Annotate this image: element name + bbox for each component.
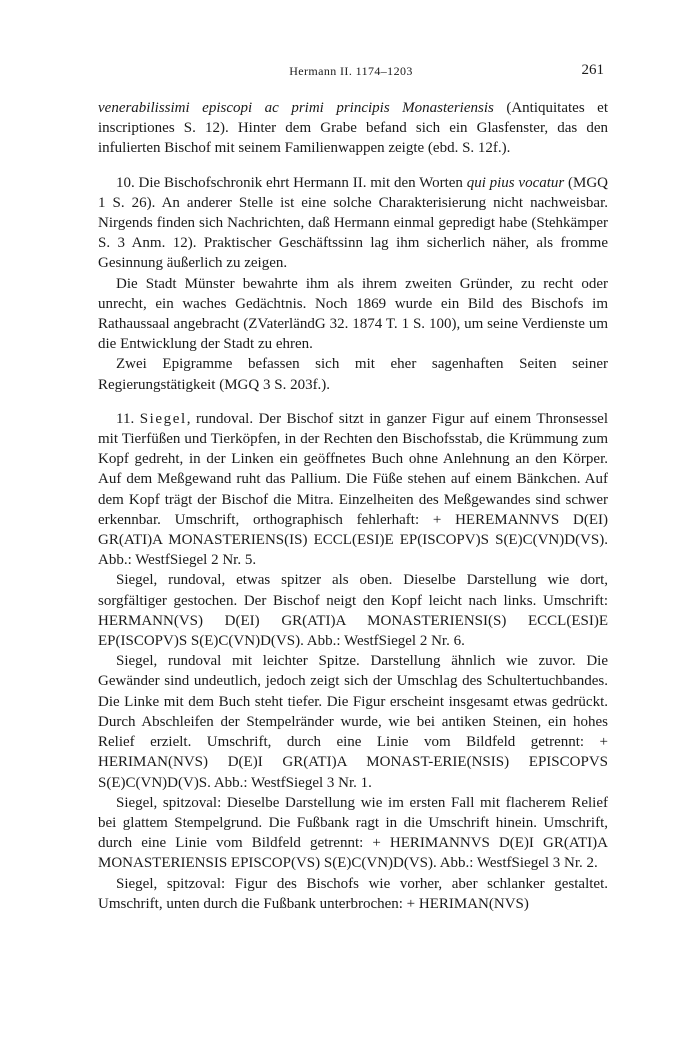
body-text (98, 98, 608, 914)
page-number: 261 (581, 62, 604, 78)
latin-quote: qui pius vocatur (466, 174, 565, 191)
paragraph-10b: Die Stadt Münster bewahrte ihm als ihrem zweiten Gründer, zu recht oder unrecht, ein waches Gedächtnis. Noch 1869 wurde ein Bild des Bischofs im Rathaussaal angebracht (ZVaterländG 32. 1874 T. 1 S. 100), um seine Verdienste um die Entwicklung der Stadt zu ehren. (98, 275, 608, 353)
paragraph-text: , rundoval. Der Bischof sitzt in ganzer Figur auf einem Thronsessel mit Tierfüßen und Tierköpfen, in der Rechten den Bischofsstab, die Krümmung zum Kopf gedreht, in der Linken ein geöffnetes Buch ohne Anlehnung an den Körper. Auf dem Meßgewand ruht das Pallium. Die Füße stehen auf einem Bänkchen. Auf dem Kopf trägt der Bischof die Mitra. Einzelheiten des Meßgewandes sind schwer erkennbar. Umschrift, orthographisch fehlerhaft: + HEREMANNVS D(EI) GR(ATI)A MONASTERIENS(IS) ECCL(ESI)E EP(ISCOPV)S S(E)C(VN)D(VS). Abb.: WestfSiegel 2 Nr. 5. (98, 410, 608, 569)
paragraph-11 (98, 409, 608, 571)
paragraph-text: (Antiquitates et inscriptiones S. 12). Hinter dem Grabe befand sich ein Glasfenster, das den infulierten Bischof mit seinem Familienwappen zeigte (ebd. S. 12f.). (98, 100, 608, 157)
running-header (98, 62, 604, 84)
paragraph-10c: Zwei Epigramme befassen sich mit eher sagenhaften Seiten seiner Regierungstätigkeit (MGQ 3 S. 203f.). (98, 356, 608, 393)
paragraph-text: (MGQ 1 S. 26). An anderer Stelle ist eine solche Charakterisierung nicht nachweisbar. Nirgends finden sich Nachrichten, daß Hermann einmal gepredigt habe (Stehkämper S. 3 Anm. 12). Praktischer Geschäftssinn lag ihm sicherlich näher, als fromme Gesinnung äußerlich zu zeigen. (98, 174, 609, 272)
section-number: 11. (116, 410, 140, 427)
latin-phrase: venerabilissimi episcopi ac primi principis Monasteriensis (98, 100, 494, 116)
paragraph-11e: Siegel, spitzoval: Figur des Bischofs wie vorher, aber schlanker gestaltet. Umschrift, unten durch die Fußbank unterbrochen: + HERIMAN(NVS) (98, 875, 608, 912)
paragraph-10 (98, 173, 608, 274)
running-title: Hermann II. 1174–1203 (289, 64, 413, 78)
paragraph-11b: Siegel, rundoval, etwas spitzer als oben. Dieselbe Darstellung wie dort, sorgfältiger gestochen. Der Bischof neigt den Kopf leicht nach links. Umschrift: HERMANN(VS) D(EI) GR(ATI)A MONASTERIENSI(S) ECCL(ESI)E EP(ISCOPV)S S(E)C(VN)D(VS). Abb.: WestfSiegel 2 Nr. 6. (98, 572, 608, 650)
paragraph-11c: Siegel, rundoval mit leichter Spitze. Darstellung ähnlich wie zuvor. Die Gewänder sind undeutlich, jedoch zeigt sich der Umschlag des Schultertuchbandes. Die Linke mit dem Buch steht tiefer. Die Figur erscheint insgesamt etwas gedrückt. Durch Abschleifen der Stempelränder wurde, wie bei antiken Steinen, ein hohes Relief erzielt. Umschrift, durch eine Linie vom Bildfeld getrennt: + HERIMAN(NVS) D(E)I GR(ATI)A MONAST-ERIE(NSIS) EPISCOPVS S(E)C(VN)D(V)S. Abb.: WestfSiegel 3 Nr. 1. (98, 653, 608, 791)
spaced-term: Siegel (139, 410, 187, 427)
paragraph-text: 10. Die Bischofschronik ehrt Hermann II. mit den Worten (116, 174, 467, 191)
paragraph-continued (98, 98, 608, 159)
paragraph-11d: Siegel, spitzoval: Dieselbe Darstellung wie im ersten Fall mit flacherem Relief bei glattem Stempelgrund. Die Fußbank ragt in die Umschrift hinein. Umschrift, durch eine Linie vom Bildfeld getrennt: + HERIMANNVS D(E)I GR(ATI)A MONASTERIENSIS EPISCOP(VS) S(E)C(VN)D(VS). Abb.: WestfSiegel 3 Nr. 2. (98, 794, 608, 872)
